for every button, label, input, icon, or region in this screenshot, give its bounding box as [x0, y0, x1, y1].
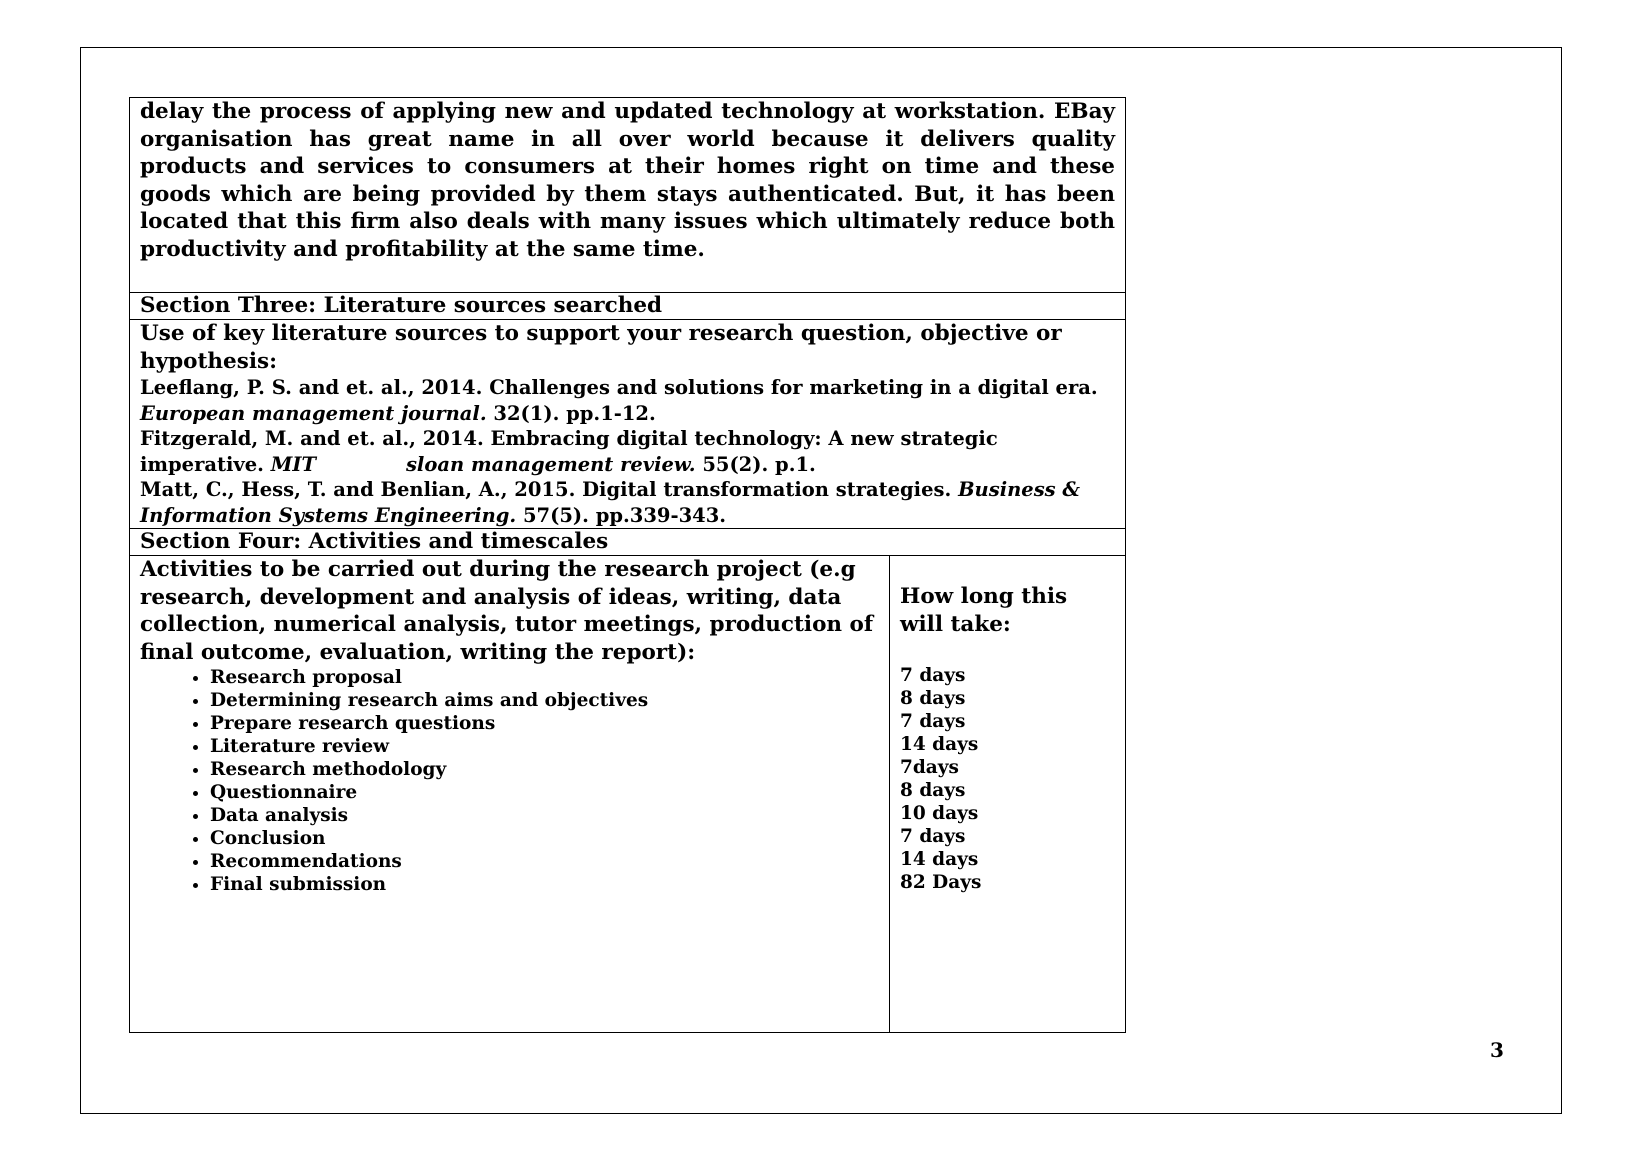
section-four-header-row: [130, 529, 1126, 556]
list-item: • Conclusion: [210, 827, 879, 850]
reference-3-volume: 57(5). pp.339-343.: [516, 503, 727, 527]
duration-list: [900, 664, 1115, 894]
list-item: • Prepare research questions: [210, 712, 879, 735]
literature-row: [130, 320, 1126, 529]
list-item: • Recommendations: [210, 850, 879, 873]
duration-item: 8 days: [900, 780, 966, 801]
reference-2-volume: 55(2). p.1.: [695, 452, 816, 476]
section-three-title: Section Three: Literature sources searched: [130, 293, 1126, 320]
reference-3-journal: Business & Information Systems Engineering.: [140, 478, 1081, 527]
reference-2-journal-a: MIT: [270, 452, 316, 476]
duration-item: 14 days: [900, 734, 979, 755]
reference-1: [140, 375, 1115, 426]
proposal-table: [129, 97, 1126, 1033]
reference-2-authors: Fitzgerald, M. and et. al., 2014. Embracing digital technology: A new strategic imperative.: [140, 427, 998, 476]
duration-item: 7 days: [900, 826, 966, 847]
activities-heading: Activities to be carried out during the research project (e.g research, development and analysis of ideas, writing, data collection, numerical analysis, tutor meetings, production of final outcome, evaluation, writing the report):: [140, 557, 874, 665]
reference-1-journal: European management journal.: [140, 401, 487, 425]
duration-item: 8 days: [900, 688, 966, 709]
list-item: • Determining research aims and objectives: [210, 689, 879, 712]
reference-1-volume: 32(1). pp.1-12.: [486, 401, 656, 425]
duration-item: 7days: [900, 757, 959, 778]
list-item: • Final submission: [210, 873, 879, 896]
literature-cell: [130, 320, 1126, 529]
duration-item: 7 days: [900, 665, 966, 686]
list-item: • Research proposal: [210, 666, 879, 689]
literature-heading: Use of key literature sources to support your research question, objective or hypothesis:: [140, 321, 1062, 374]
duration-heading: How long this will take:: [900, 584, 1068, 637]
intro-cell: [130, 98, 1126, 293]
duration-item: 7 days: [900, 711, 966, 732]
intro-paragraph: delay the process of applying new and updated technology at workstation. EBay organisation has great name in all over world because it delivers quality products and services to consumers at their homes right on time and these goods which are being provided by them stays authenticated. But, it has been located that this firm also deals with many issues which ultimately reduce both productivity and profitability at the same time.: [140, 99, 1115, 262]
reference-2: [140, 426, 1115, 477]
activities-list: [140, 666, 879, 896]
reference-2-journal-b: sloan management review.: [405, 452, 696, 476]
duration-item: 82 Days: [900, 872, 982, 893]
list-item: • Literature review: [210, 735, 879, 758]
list-item: • Research methodology: [210, 758, 879, 781]
duration-item: 14 days: [900, 849, 979, 870]
duration-item: 10 days: [900, 803, 979, 824]
intro-row: [130, 98, 1126, 293]
duration-cell: [890, 556, 1126, 1033]
reference-1-authors: Leeflang, P. S. and et. al., 2014. Challenges and solutions for marketing in a digital era.: [140, 376, 1098, 399]
activities-cell: [130, 556, 890, 1033]
activities-row: [130, 556, 1126, 1033]
section-three-header-row: [130, 293, 1126, 320]
list-item: • Data analysis: [210, 804, 879, 827]
reference-3-authors: Matt, C., Hess, T. and Benlian, A., 2015. Digital transformation strategies.: [140, 478, 959, 501]
page-number: 3: [1490, 1038, 1504, 1062]
reference-3: [140, 477, 1115, 528]
list-item: • Questionnaire: [210, 781, 879, 804]
section-four-title: Section Four: Activities and timescales: [130, 529, 1126, 556]
